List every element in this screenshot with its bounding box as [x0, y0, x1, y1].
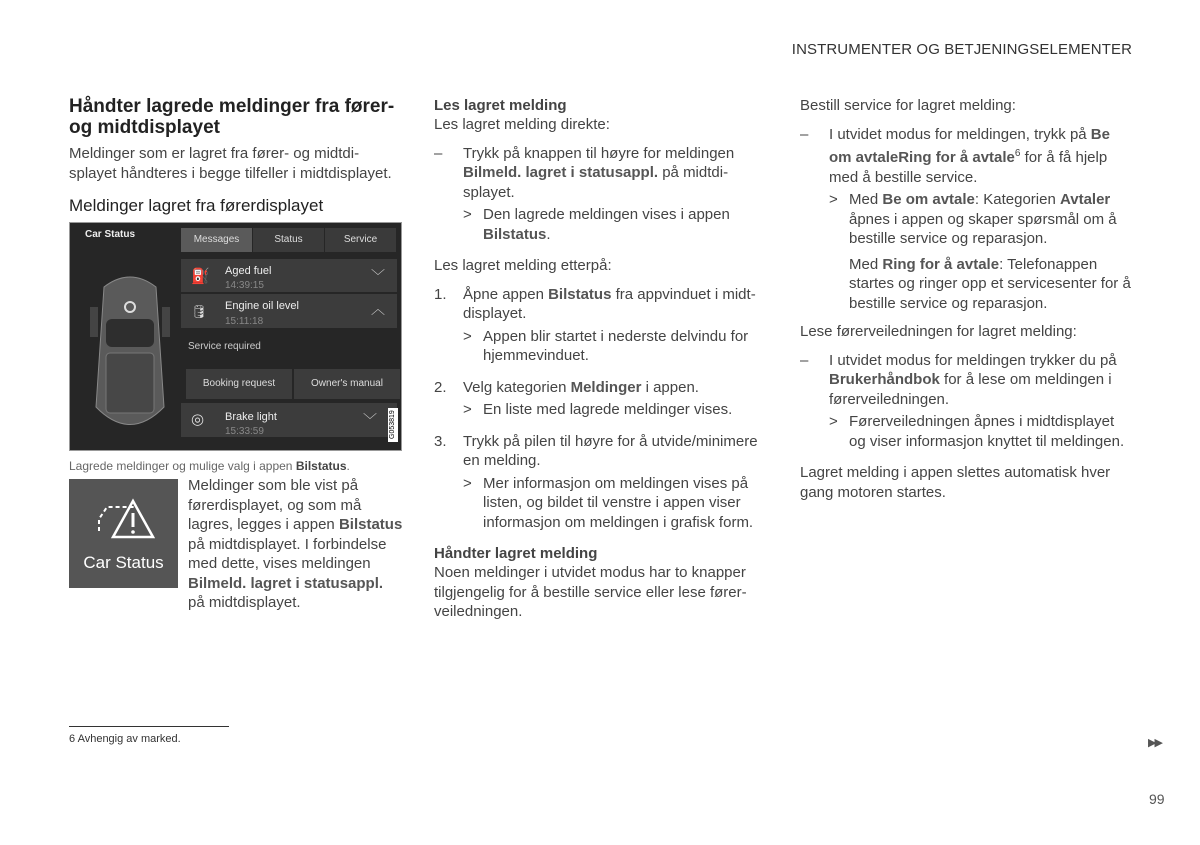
- result-item: > Førerveiledningen åpnes i midtdisplayet og viser informasjon knyttet til meldingen.: [829, 413, 1125, 450]
- list-item: – I utvidet modus for meldingen trykker du på Brukerhåndbok for å lese om meldingen i førerveiledningen.: [800, 351, 1117, 408]
- result-item: > Appen blir startet i nederste delvindu for hjemmevinduet.: [463, 327, 749, 364]
- service-required-text: Service required: [188, 340, 261, 352]
- chevron-down-icon: ﹀: [363, 411, 377, 428]
- message-row-brake-light: [181, 403, 397, 437]
- image-code: G053819: [388, 408, 398, 442]
- list-item: 1. Åpne appen Bilstatus fra appvinduet i midtdisplayet.: [434, 285, 756, 322]
- list-item: 2. Velg kategorien Meldinger i appen.: [434, 378, 699, 396]
- result-item: > Med Be om avtale: Kategorien Avtaler åpnes i appen og skaper spørsmål om å bestille service og reparasjon.: [829, 191, 1117, 247]
- message-time: 15:11:18: [225, 315, 264, 327]
- heading-handle-saved: Håndter lagret melding: [434, 545, 598, 562]
- message-row-engine-oil: [181, 294, 397, 328]
- car-warning-icon: [95, 497, 155, 541]
- column-3: [800, 96, 1132, 502]
- chevron-down-icon: ﹀: [371, 267, 385, 284]
- result-item-continued: Med Ring for å avtale: Telefonappen startes og ringer opp et servicesenter for å bestille service og reparasjon.: [849, 255, 1131, 312]
- intro-paragraph: Meldinger som er lagret fra fører- og midtdisplayet håndteres i begge tilfeller i midtdisplayet.: [69, 145, 392, 182]
- section-title: Håndter lagrede meldinger fra fører- og midtdisplayet: [69, 96, 395, 138]
- heading-read-saved: Les lagret melding: [434, 97, 567, 114]
- guide-intro: Lese førerveiledningen for lagret melding:: [800, 323, 1077, 340]
- read-direct-text: Les lagret melding direkte:: [434, 116, 610, 133]
- car-top-view-image: [84, 257, 176, 442]
- column-1: [69, 96, 403, 611]
- oil-can-icon: 🛢: [191, 303, 208, 319]
- footnote-ref: 6: [1014, 148, 1021, 159]
- list-item: – I utvidet modus for meldingen, trykk på Be om avtaleRing for å avtale$^6$ for å få hjelp med å bestille service.: [800, 125, 1110, 186]
- booking-request-button: Booking request: [186, 369, 292, 399]
- car-status-app-icon: [69, 479, 178, 588]
- app-title: Car Status: [85, 228, 136, 240]
- message-time: 15:33:59: [225, 425, 264, 437]
- handle-text: Noen meldinger i utvidet modus har to knapper tilgjengelig for å bestille service eller lese førerveiledningen.: [434, 564, 747, 620]
- footnote: 6 Avhengig av marked.: [69, 733, 181, 745]
- result-item: > En liste med lagrede meldinger vises.: [463, 401, 733, 418]
- message-time: 14:39:15: [225, 279, 264, 291]
- list-item: – Trykk på knappen til høyre for meldingen Bilmeld. lagret i statusappl. på midtdisplayet.: [434, 144, 735, 201]
- running-header: INSTRUMENTER OG BETJENINGSELEMENTER: [791, 41, 1132, 58]
- car-status-screenshot: [69, 222, 402, 451]
- column-2: [434, 96, 764, 622]
- message-row-aged-fuel: [181, 259, 397, 292]
- auto-delete-text: Lagret melding i appen slettes automatisk hver gang motoren startes.: [800, 464, 1111, 501]
- message-title: Brake light: [225, 410, 277, 423]
- continue-arrows-icon: ▶▶: [1148, 737, 1161, 749]
- tab-service: Service: [325, 228, 396, 252]
- fuel-pump-icon: ⛽: [191, 267, 210, 285]
- tab-messages: Messages: [181, 228, 252, 252]
- icon-description: Meldinger som ble vist på førerdisplayet, og som må lagres, legges i appen Bilstatus på midtdisplayet. I forbindelse med dette, vises meldingen Bilmeld. lagret i statusappl. på midtdisplayet.: [188, 477, 403, 611]
- list-item: 3. Trykk på pilen til høyre for å utvide/minimere en melding.: [434, 432, 758, 469]
- message-title: Engine oil level: [225, 299, 299, 312]
- chevron-up-icon: ︿: [371, 300, 385, 317]
- footnote-divider: [69, 726, 229, 727]
- order-service-intro: Bestill service for lagret melding:: [800, 97, 1016, 114]
- tab-status: Status: [253, 228, 324, 252]
- page-number: 99: [1149, 791, 1165, 807]
- tab-bar: [181, 228, 397, 252]
- result-item: > Mer informasjon om meldingen vises på listen, og bildet til venstre i appen viser informasjon om meldingen i grafisk form.: [463, 474, 754, 531]
- subsection-title: Meldinger lagret fra førerdisplayet: [69, 196, 324, 215]
- read-later-text: Les lagret melding etterpå:: [434, 257, 612, 274]
- image-caption: Lagrede meldinger og mulige valg i appen Bilstatus.: [69, 458, 350, 473]
- owners-manual-button: Owner's manual: [294, 369, 400, 399]
- brake-warning-icon: ◎: [191, 410, 205, 428]
- message-title: Aged fuel: [225, 264, 272, 277]
- icon-label: Car Status: [83, 552, 164, 572]
- result-item: > Den lagrede meldingen vises i appen Bilstatus.: [463, 206, 730, 243]
